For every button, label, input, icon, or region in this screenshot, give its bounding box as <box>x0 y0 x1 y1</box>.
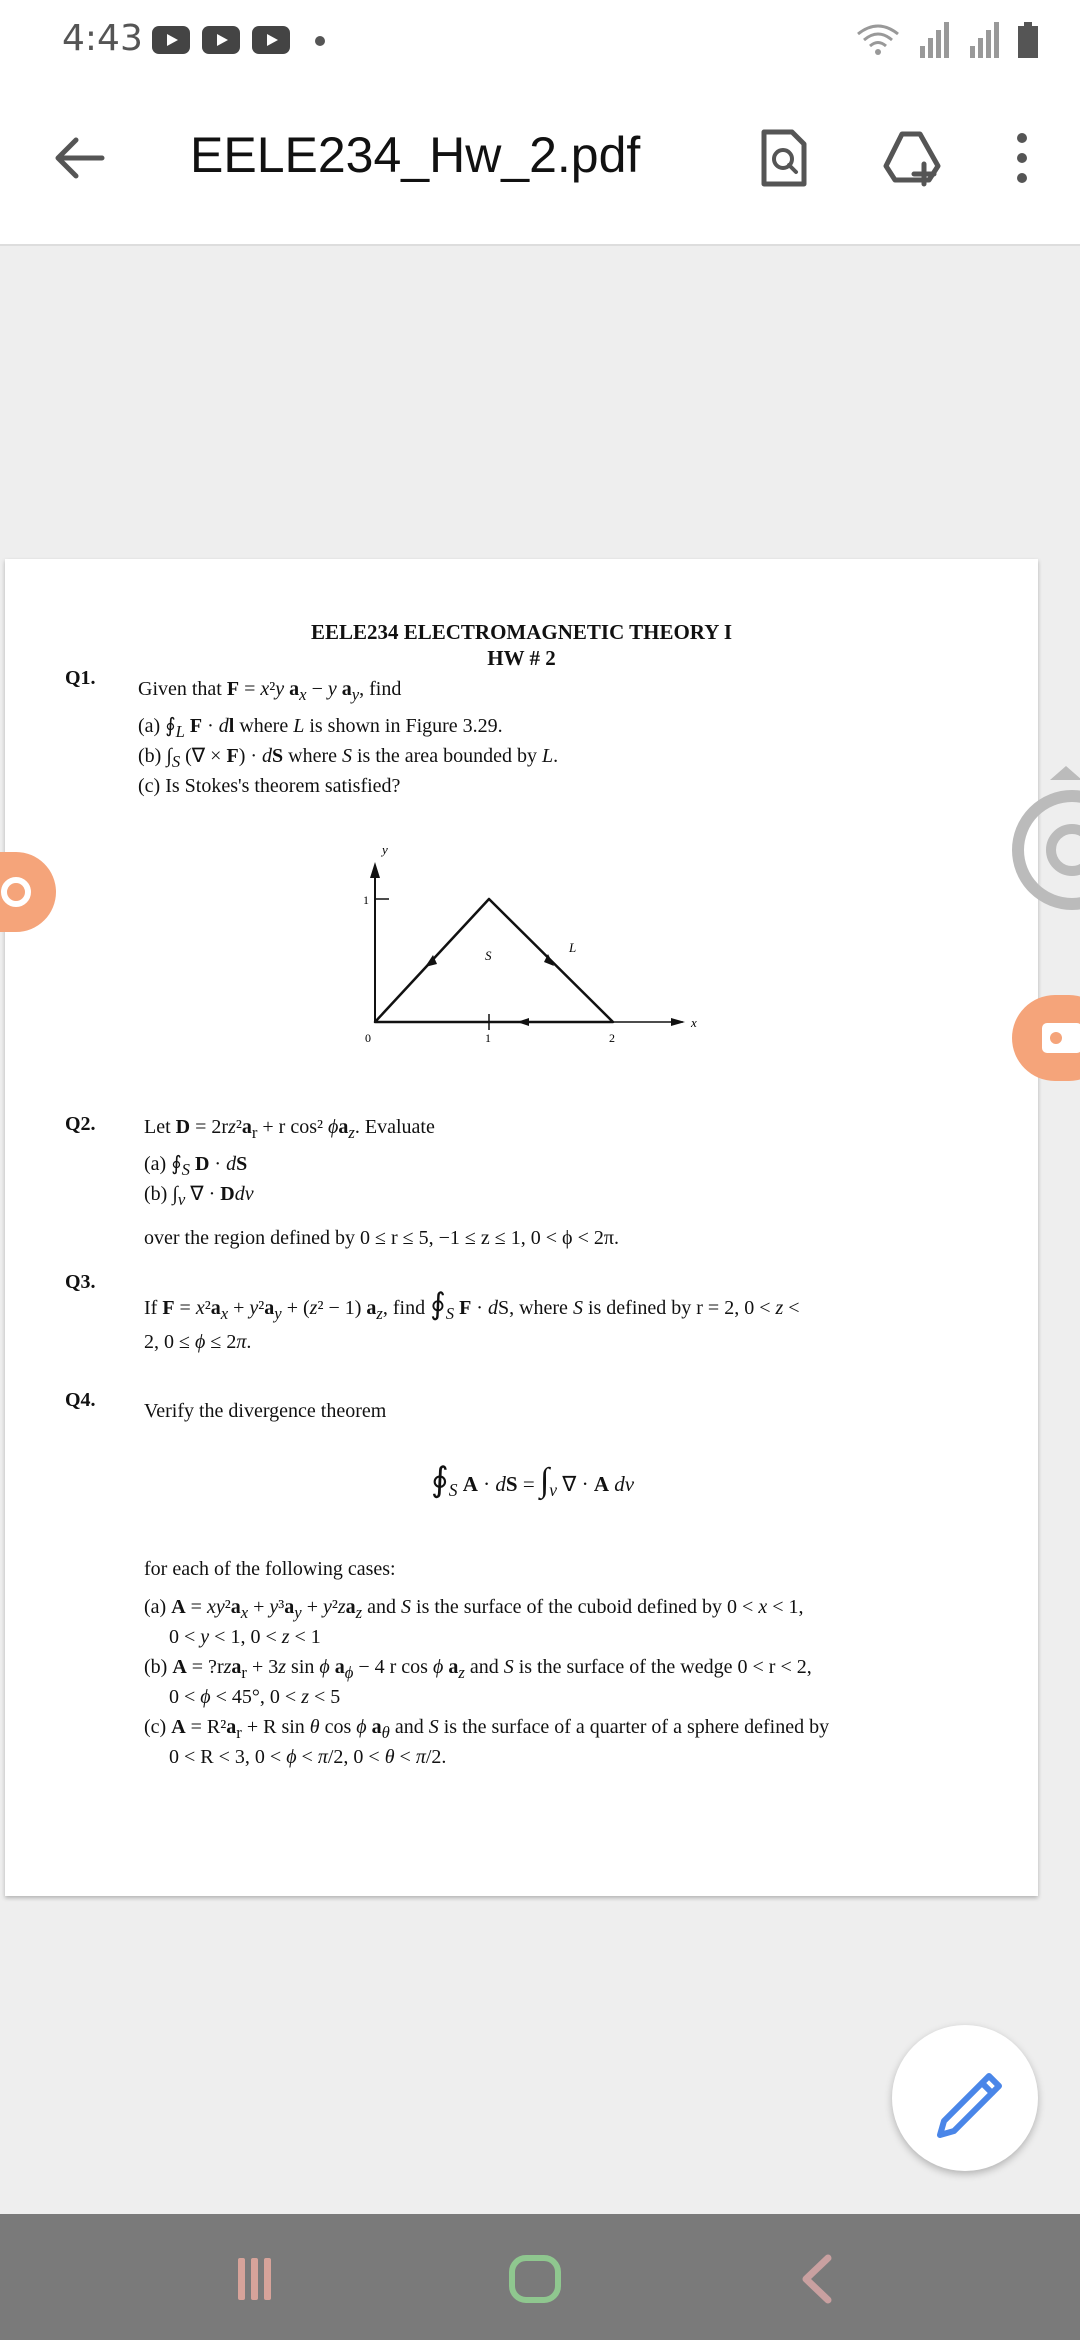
question-number: Q4. <box>65 1389 96 1411</box>
video-recorder-bubble-icon[interactable] <box>1012 995 1080 1081</box>
q3-text: If $F = x^2a_x + y^2a_y + (z^2 - 1)$ $a_z$, find $∮_S$ F · dS, where S is defined by r = 2, 0 < z < 2, 0 ≤ ϕ ≤ 2π. <box>144 1288 800 1353</box>
back-arrow-icon[interactable] <box>48 128 108 188</box>
youtube-icon <box>252 26 290 54</box>
path-l <box>375 899 613 1022</box>
edit-fab-button[interactable] <box>892 2025 1038 2171</box>
course-title: EELE234 ELECTROMAGNETIC THEORY I <box>310 620 733 644</box>
q2-text: Let $D = 2rz^2a_r + r$ cos² $\phi a_z$. Evaluate <box>144 1116 435 1142</box>
question-number: Q1. <box>65 667 96 689</box>
home-icon[interactable] <box>500 2244 570 2314</box>
figure-3-29 <box>353 842 698 1052</box>
q2-part-b: (b) $\int_v$ ∇ · Ddv <box>144 1183 254 1209</box>
q4-intro: Verify the divergence theorem <box>144 1400 387 1422</box>
status-time: 4:43 <box>62 18 143 59</box>
document-header <box>5 619 1038 671</box>
x-axis-arrow <box>671 1018 685 1026</box>
add-to-drive-icon[interactable] <box>880 126 944 190</box>
more-options-icon[interactable] <box>992 126 1052 190</box>
q4-case-a: (a) $A = xy^2a_x + y^3a_y + y^2za_z$ and S is the surface of the cuboid defined by 0 < x < 1, 0 < y < 1, 0 < z < 1 <box>144 1596 804 1648</box>
x-axis-label: x <box>691 1015 697 1030</box>
scroll-up-arrow-icon[interactable] <box>1050 766 1080 780</box>
navigation-bar <box>0 2214 1080 2340</box>
youtube-icon <box>202 26 240 54</box>
path-arrow <box>517 1018 529 1026</box>
notification-dot-icon <box>315 36 325 46</box>
y-axis-label: y <box>382 842 388 857</box>
video-camera-icon <box>1012 995 1080 1081</box>
x-tick-label: 2 <box>609 1031 615 1045</box>
status-bar <box>0 0 1080 84</box>
curve-label: L <box>569 940 577 955</box>
homework-number: HW # 2 <box>487 646 556 670</box>
back-nav-icon[interactable] <box>782 2244 852 2314</box>
signal-icon <box>966 20 1002 60</box>
question-number: Q2. <box>65 1113 96 1135</box>
find-in-document-icon[interactable] <box>752 126 816 190</box>
q2-part-a: (a) $∮_S$ D · dS <box>144 1153 248 1179</box>
region-label: S <box>485 948 492 963</box>
status-icons <box>854 20 1040 60</box>
app-bar <box>0 84 1080 246</box>
y-tick-label: 1 <box>363 893 369 907</box>
divergence-theorem-equation: $∮_S$ A · dS = $\int_v$ ∇ · A dv <box>431 1462 635 1501</box>
signal-icon <box>916 20 952 60</box>
battery-icon <box>1016 20 1040 60</box>
pencil-icon <box>892 2025 1038 2171</box>
document-title: EELE234_Hw_2.pdf <box>190 127 641 183</box>
q4-case-c: (c) $A = R^2a_r + R$ sin θ cos ϕ $a_\theta$ and S is the surface of a quarter of a sphere defined by 0 < R < 3, 0 < ϕ < π/2, 0 < θ < π/2. <box>144 1716 830 1768</box>
camera-bubble-icon[interactable] <box>0 852 56 932</box>
camera-icon <box>0 852 56 932</box>
question-number: Q3. <box>65 1271 96 1293</box>
youtube-icon <box>152 26 190 54</box>
y-axis-arrow <box>370 862 380 878</box>
q1-part-c: (c) Is Stokes's theorem satisfied? <box>138 775 401 797</box>
q1-text: Given that F = x²y $a_x - y$ $a_y$, find <box>138 678 402 704</box>
q4-cases-intro: for each of the following cases: <box>144 1558 396 1580</box>
q1-part-a: (a) $∮_L$ F · dl where L is shown in Figure 3.29. <box>138 715 503 741</box>
wifi-icon <box>854 20 902 60</box>
q4-case-b: (b) A = ?rza$_r$ + 3z sin ϕ $a_\phi - 4$ r cos ϕ $a_z$ and S is the surface of the wedge 0 < r < 2, 0 < ϕ < 45°, 0 < z < 5 <box>144 1656 812 1708</box>
q2-region: over the region defined by 0 ≤ r ≤ 5, −1 ≤ z ≤ 1, 0 < ϕ < 2π. <box>144 1227 619 1249</box>
pdf-page <box>5 559 1038 1896</box>
origin-label: 0 <box>365 1031 371 1045</box>
recent-apps-icon[interactable] <box>220 2244 290 2314</box>
x-tick-label: 1 <box>485 1031 491 1045</box>
q1-part-b: (b) $\int_S$ (∇ × F) · dS where S is the area bounded by L. <box>138 745 559 771</box>
